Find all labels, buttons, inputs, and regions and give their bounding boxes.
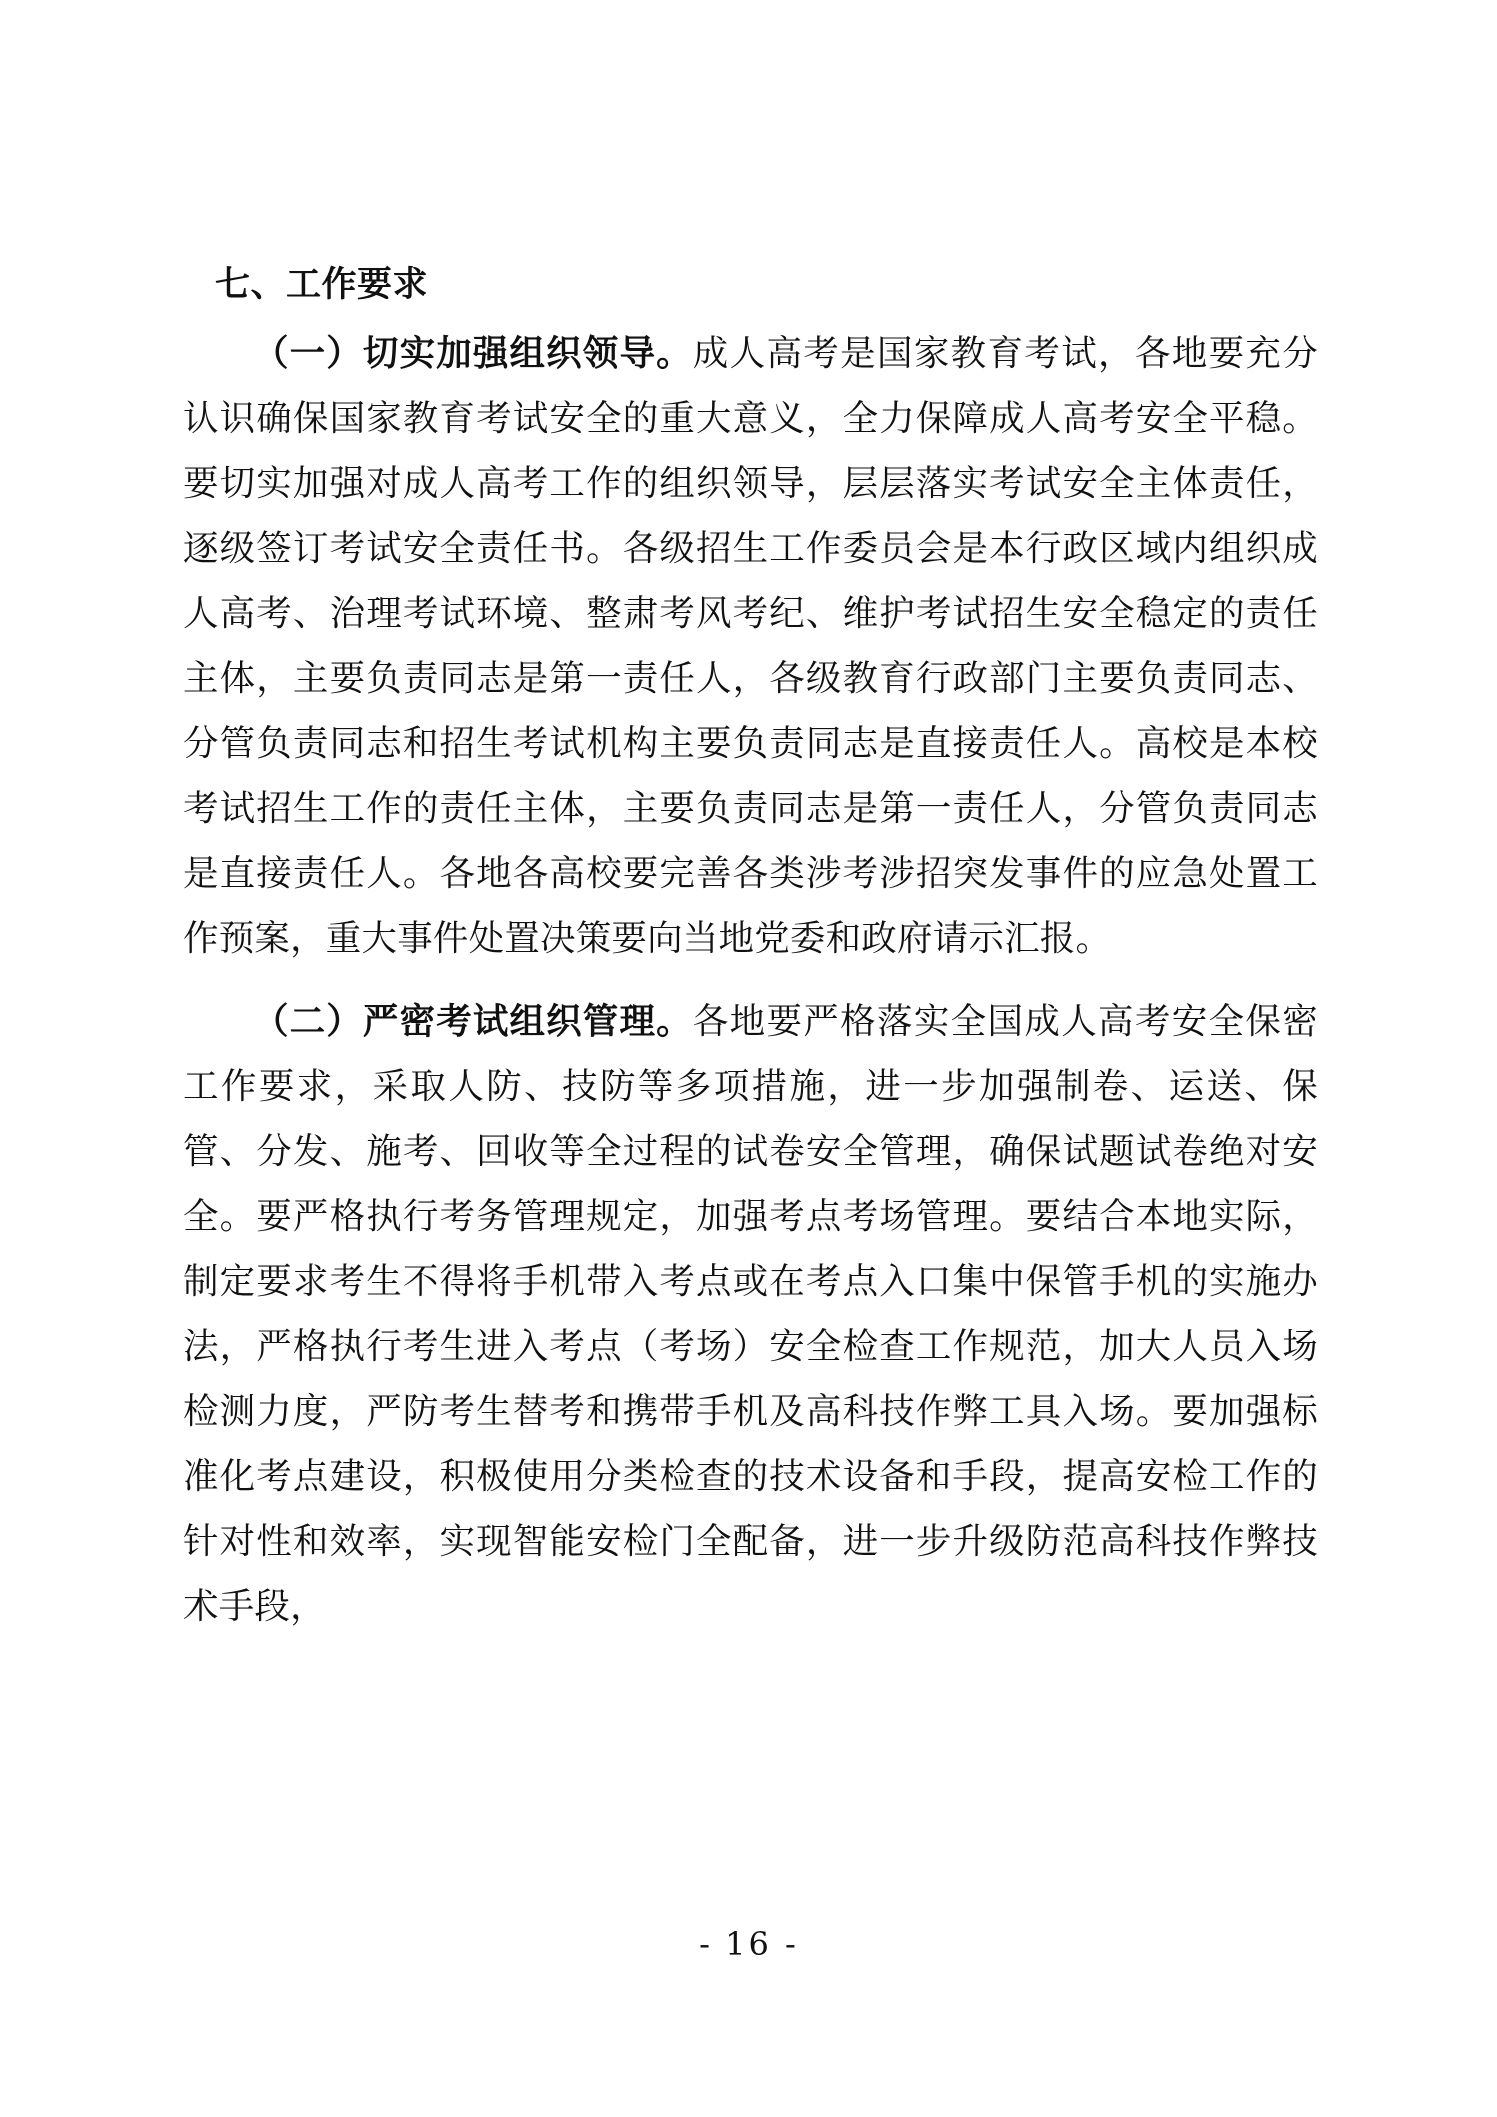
paragraph-2-lead: （二）严密考试组织管理。 — [253, 1001, 693, 1043]
paragraph-1-lead: （一）切实加强组织领导。 — [253, 333, 693, 375]
page-footer — [0, 1925, 1497, 1963]
page-number-suffix: - — [785, 1925, 798, 1963]
paragraph-1-body: 成人高考是国家教育考试，各地要充分认识确保国家教育考试安全的重大意义，全力保障成人高考安全平稳。要切实加强对成人高考工作的组织领导，层层落实考试安全主体责任，逐级签订考试安全责任书。各级招生工作委员会是本行政区域内组织成人高考、治理考试环境、整肃考风考纪、维护考试招生安全稳定的责任主体，主要负责同志是第一责任人，各级教育行政部门主要负责同志、分管负责同志和招生考试机构主要负责同志是直接责任人。高校是本校考试招生工作的责任主体，主要负责同志是第一责任人，分管负责同志是直接责任人。各地各高校要完善各类涉考涉招突发事件的应急处置工作预案，重大事件处置决策要向当地党委和政府请示汇报。 — [183, 333, 1318, 960]
paragraph-2 — [183, 989, 1318, 1639]
page-content — [183, 262, 1318, 1641]
paragraph-spacer — [183, 973, 1318, 989]
page-number: 16 — [725, 1925, 772, 1963]
paragraph-2-body: 各地要严格落实全国成人高考安全保密工作要求，采取人防、技防等多项措施，进一步加强制卷、运送、保管、分发、施考、回收等全过程的试卷安全管理，确保试题试卷绝对安全。要严格执行考务管理规定，加强考点考场管理。要结合本地实际，制定要求考生不得将手机带入考点或在考点入口集中保管手机的实施办法，严格执行考生进入考点（考场）安全检查工作规范，加大人员入场检测力度，严防考生替考和携带手机及高科技作弊工具入场。要加强标准化考点建设，积极使用分类检查的技术设备和手段，提高安检工作的针对性和效率，实现智能安检门全配备，进一步升级防范高科技作弊技术手段， — [183, 1001, 1318, 1628]
section-heading: 七、工作要求 — [215, 265, 429, 305]
paragraph-1 — [183, 321, 1318, 971]
page-number-prefix: - — [699, 1925, 712, 1963]
